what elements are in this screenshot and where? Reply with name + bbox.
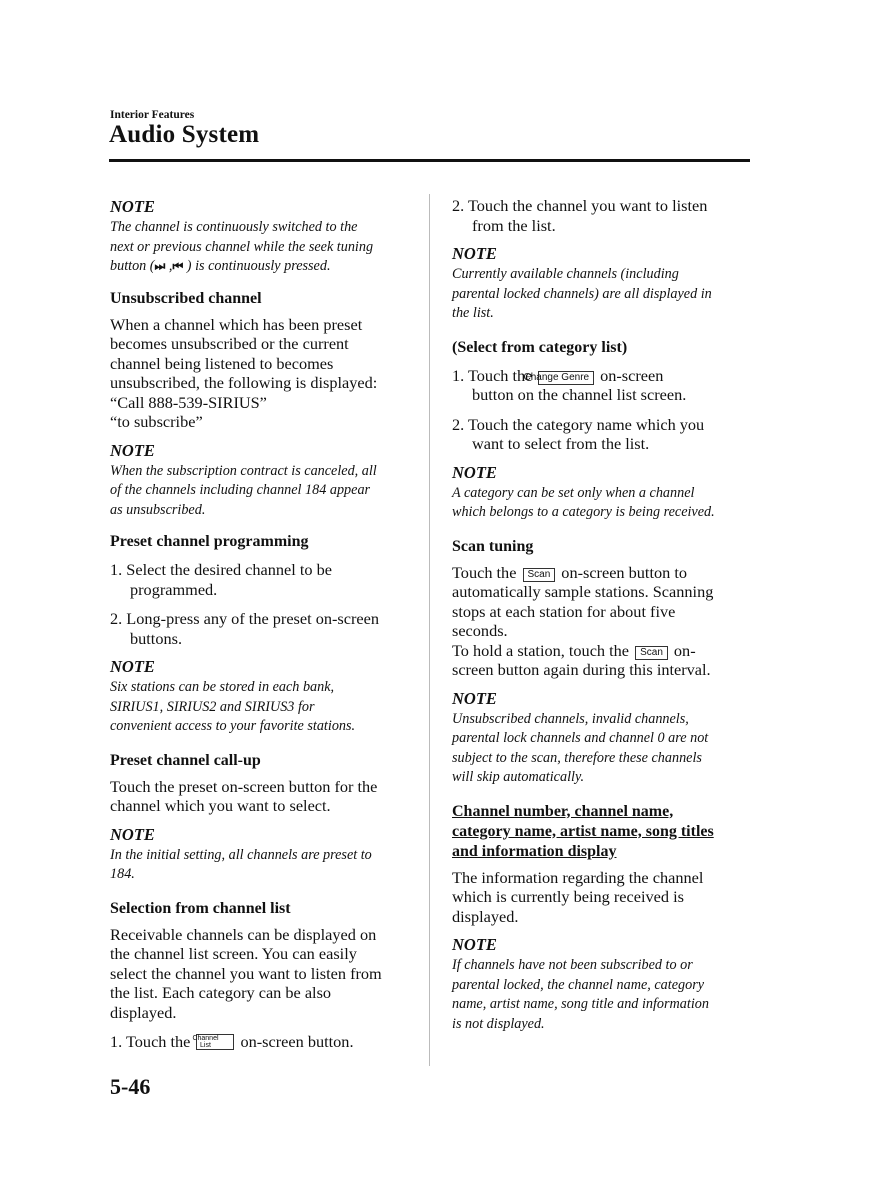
note-heading: NOTE: [452, 462, 497, 482]
note-text: Currently available channels (including parental locked channels) are all displayed in the list.: [452, 266, 712, 321]
channel-list-selection-text: Receivable channels can be displayed on the channel list screen. You can easily select the channel you want to listen from the list. Each category can be also displayed.: [110, 924, 382, 1022]
right-column: [452, 196, 748, 1034]
page-title: Audio System: [109, 121, 260, 148]
category-list-heading: (Select from category list): [452, 338, 628, 356]
scan-tuning-heading: Scan tuning: [452, 537, 534, 555]
seek-next-icon: ⏭: [154, 259, 166, 273]
step-item: 2. Long-press any of the preset on-screen buttons.: [110, 609, 379, 648]
unsubscribed-channel-heading: Unsubscribed channel: [110, 289, 262, 307]
channel-list-selection-heading: Selection from channel list: [110, 899, 291, 917]
information-display-heading: Channel number, channel name, category name, artist name, song titles and information display: [452, 802, 714, 860]
note-heading: NOTE: [110, 440, 155, 460]
scan-button-icon: Scan: [635, 646, 668, 660]
note-text: Unsubscribed channels, invalid channels, parental lock channels and channel 0 are not subject to the scan, therefore these channels will skip automatically.: [452, 710, 709, 785]
change-genre-button-icon: Change Genre: [538, 371, 594, 385]
note-text: When the subscription contract is canceled, all of the channels including channel 184 appear as unsubscribed.: [110, 462, 377, 518]
note-heading: NOTE: [452, 244, 497, 263]
preset-callup-text: Touch the preset on-screen button for the channel which you want to select.: [110, 776, 378, 815]
note-text: The channel is continuously switched to the next or previous channel while the seek tuning button (⏭ ,⏮ ) is continuously pressed.: [110, 219, 374, 274]
note-text: Six stations can be stored in each bank, SIRIUS1, SIRIUS2 and SIRIUS3 for convenient access to your favorite stations.: [110, 679, 356, 734]
note-text: If channels have not been subscribed to or parental locked, the channel name, category name, artist name, song title and information is not displayed.: [452, 957, 709, 1032]
preset-callup-heading: Preset channel call-up: [110, 751, 261, 769]
page-number: 5-46: [110, 1074, 151, 1099]
unsubscribed-channel-text: When a channel which has been preset becomes unsubscribed or the current channel being listened to becomes unsubscribed, the following is displayed: “Call 888-539-SIRIUS” “to subscribe”: [110, 314, 378, 431]
seek-previous-icon: ⏮: [172, 259, 184, 273]
step-item: 1. Touch the Change Genre on-screen button on the channel list screen.: [452, 365, 687, 404]
note-text: A category can be set only when a channel which belongs to a category is being received.: [452, 484, 715, 520]
channel-list-button-icon: Channel List: [196, 1034, 234, 1050]
step-item: 2. Touch the channel you want to listen from the list.: [452, 196, 708, 235]
section-label: Interior Features: [110, 109, 195, 121]
note-heading: NOTE: [452, 688, 497, 708]
scan-button-icon: Scan: [523, 568, 556, 582]
step-item: 2. Touch the category name which you want to select from the list.: [452, 414, 705, 453]
left-column: [110, 196, 410, 1052]
title-divider: [109, 159, 750, 162]
preset-programming-heading: Preset channel programming: [110, 533, 309, 550]
note-text: In the initial setting, all channels are preset to 184.: [110, 846, 372, 882]
note-heading: NOTE: [110, 657, 155, 676]
column-divider: [429, 194, 430, 1066]
step-item: 1. Select the desired channel to be programmed.: [110, 560, 332, 599]
step-item: 1. Touch the Channel List on-screen button.: [110, 1032, 354, 1051]
note-heading: NOTE: [110, 197, 155, 216]
scan-tuning-text: Touch the Scan on-screen button to automatically sample stations. Scanning stops at each station for about five seconds. To hold a station, touch the Scan on- screen button again during this interval.: [452, 562, 714, 679]
note-heading: NOTE: [452, 935, 497, 954]
information-display-text: The information regarding the channel which is currently being received is displayed.: [452, 867, 704, 926]
note-heading: NOTE: [110, 824, 155, 844]
